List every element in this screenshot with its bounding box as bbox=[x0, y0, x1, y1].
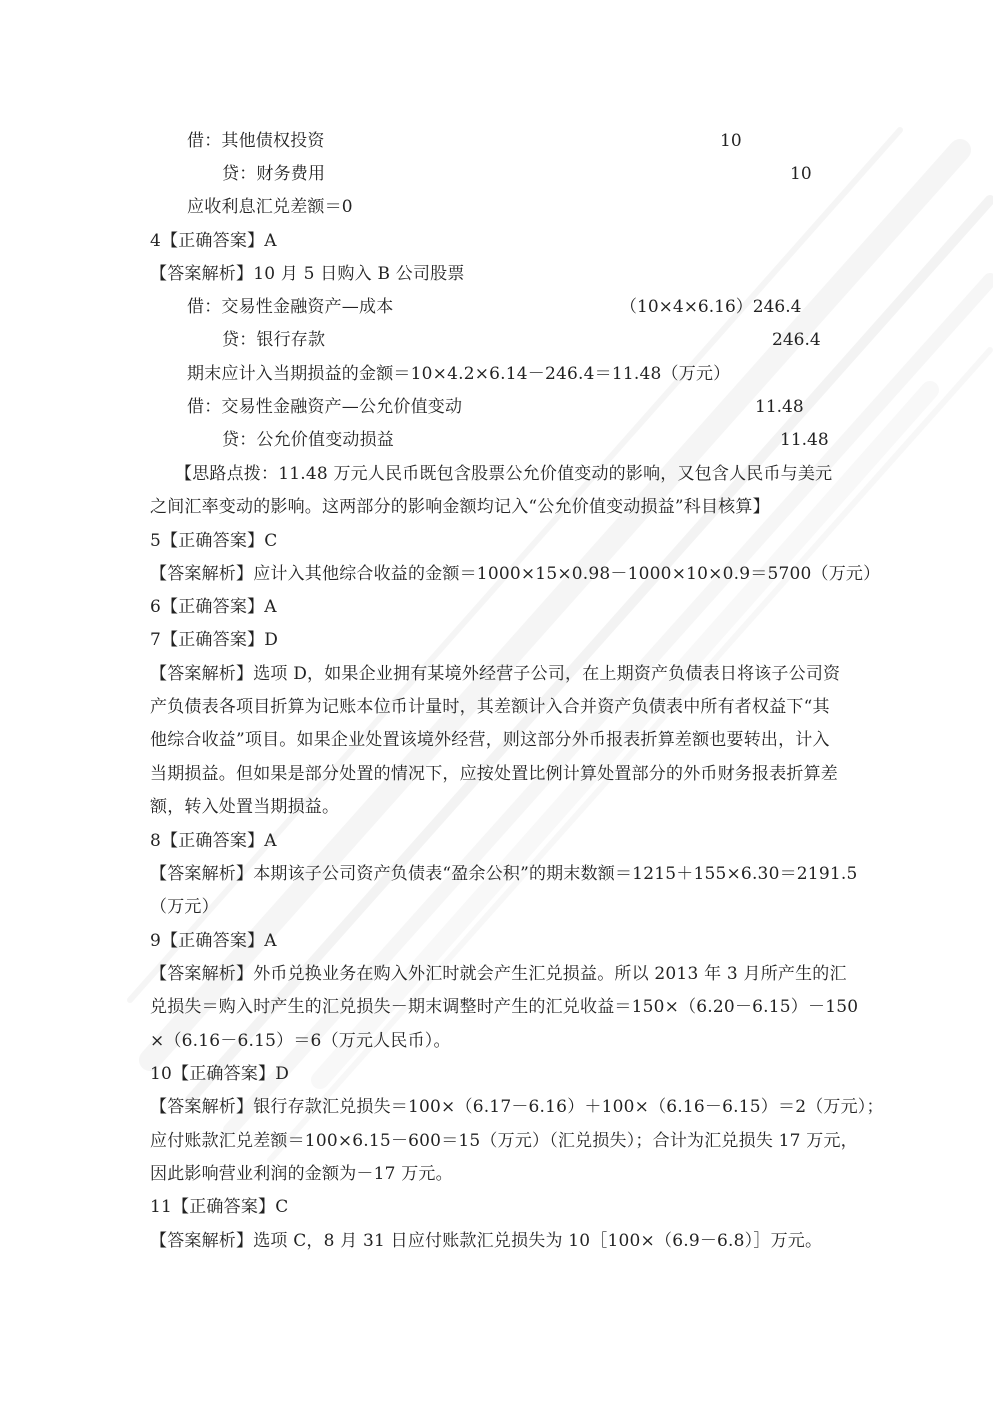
analysis-line: 【答案解析】选项 D，如果企业拥有某境外经营子公司，在上期资产负债表日将该子公司资 bbox=[150, 664, 841, 684]
analysis-line: 【答案解析】银行存款汇兑损失＝100×（6.17－6.16）＋100×（6.16－6.15）＝2（万元）； bbox=[150, 1097, 884, 1117]
analysis-line: 他综合收益”项目。如果企业处置该境外经营，则这部分外币报表折算差额也要转出，计入 bbox=[150, 730, 830, 750]
answer-heading-q4: 4【正确答案】A bbox=[150, 231, 277, 251]
journal-credit-line: 贷：财务费用 bbox=[222, 164, 326, 184]
answer-heading-q5: 5【正确答案】C bbox=[150, 531, 278, 551]
journal-credit-line: 贷：公允价值变动损益 bbox=[222, 430, 394, 450]
answer-heading-q9: 9【正确答案】A bbox=[150, 931, 277, 951]
journal-credit-amount: 11.48 bbox=[780, 430, 829, 450]
analysis-line: （万元） bbox=[150, 897, 219, 917]
answer-heading-q6: 6【正确答案】A bbox=[150, 597, 277, 617]
analysis-line: 当期损益。但如果是部分处置的情况下，应按处置比例计算处置部分的外币财务报表折算差 bbox=[150, 764, 838, 784]
analysis-line: 产负债表各项目折算为记账本位币计量时，其差额计入合并资产负债表中所有者权益下“其 bbox=[150, 697, 830, 717]
interest-note: 应收利息汇兑差额＝0 bbox=[187, 197, 353, 217]
analysis-line: 兑损失＝购入时产生的汇兑损失－期末调整时产生的汇兑收益＝150×（6.20－6.15）－150 bbox=[150, 997, 859, 1017]
answer-heading-q7: 7【正确答案】D bbox=[150, 630, 279, 650]
journal-credit-amount: 10 bbox=[790, 164, 812, 184]
journal-credit-line: 贷：银行存款 bbox=[222, 330, 326, 350]
analysis-line: ×（6.16－6.15）＝6（万元人民币）。 bbox=[150, 1031, 451, 1051]
journal-debit-line: 借：其他债权投资 bbox=[187, 131, 325, 151]
analysis-line: 【答案解析】外币兑换业务在购入外汇时就会产生汇兑损益。所以 2013 年 3 月所产生的汇 bbox=[150, 964, 847, 984]
period-end-calculation: 期末应计入当期损益的金额＝10×4.2×6.14－246.4＝11.48（万元） bbox=[187, 364, 731, 384]
analysis-line: 【答案解析】选项 C，8 月 31 日应付账款汇兑损失为 10［100×（6.9－6.8）］万元。 bbox=[150, 1231, 823, 1251]
journal-debit-amount: 10 bbox=[720, 131, 742, 151]
analysis-line: 因此影响营业利润的金额为－17 万元。 bbox=[150, 1164, 453, 1184]
tip-line: 之间汇率变动的影响。这两部分的影响金额均记入“公允价值变动损益”科目核算】 bbox=[150, 497, 770, 517]
analysis-line: 【答案解析】应计入其他综合收益的金额＝1000×15×0.98－1000×10×0.9＝5700（万元） bbox=[150, 564, 881, 584]
analysis-line: 【答案解析】10 月 5 日购入 B 公司股票 bbox=[150, 264, 465, 284]
journal-debit-amount: （10×4×6.16）246.4 bbox=[620, 297, 802, 317]
journal-debit-line: 借：交易性金融资产—成本 bbox=[187, 297, 394, 317]
tip-line: 【思路点拨：11.48 万元人民币既包含股票公允价值变动的影响，又包含人民币与美元 bbox=[175, 464, 833, 484]
analysis-line: 应付账款汇兑差额＝100×6.15－600＝15（万元）（汇兑损失）；合计为汇兑损失 17 万元， bbox=[150, 1131, 858, 1151]
answer-heading-q10: 10【正确答案】D bbox=[150, 1064, 290, 1084]
analysis-line: 【答案解析】本期该子公司资产负债表“盈余公积”的期末数额＝1215＋155×6.30＝2191.5 bbox=[150, 864, 858, 884]
journal-credit-amount: 246.4 bbox=[772, 330, 821, 350]
journal-debit-amount: 11.48 bbox=[755, 397, 804, 417]
journal-debit-line: 借：交易性金融资产—公允价值变动 bbox=[187, 397, 463, 417]
answer-heading-q11: 11【正确答案】C bbox=[150, 1197, 289, 1217]
answer-heading-q8: 8【正确答案】A bbox=[150, 831, 277, 851]
analysis-line: 额，转入处置当期损益。 bbox=[150, 797, 340, 817]
